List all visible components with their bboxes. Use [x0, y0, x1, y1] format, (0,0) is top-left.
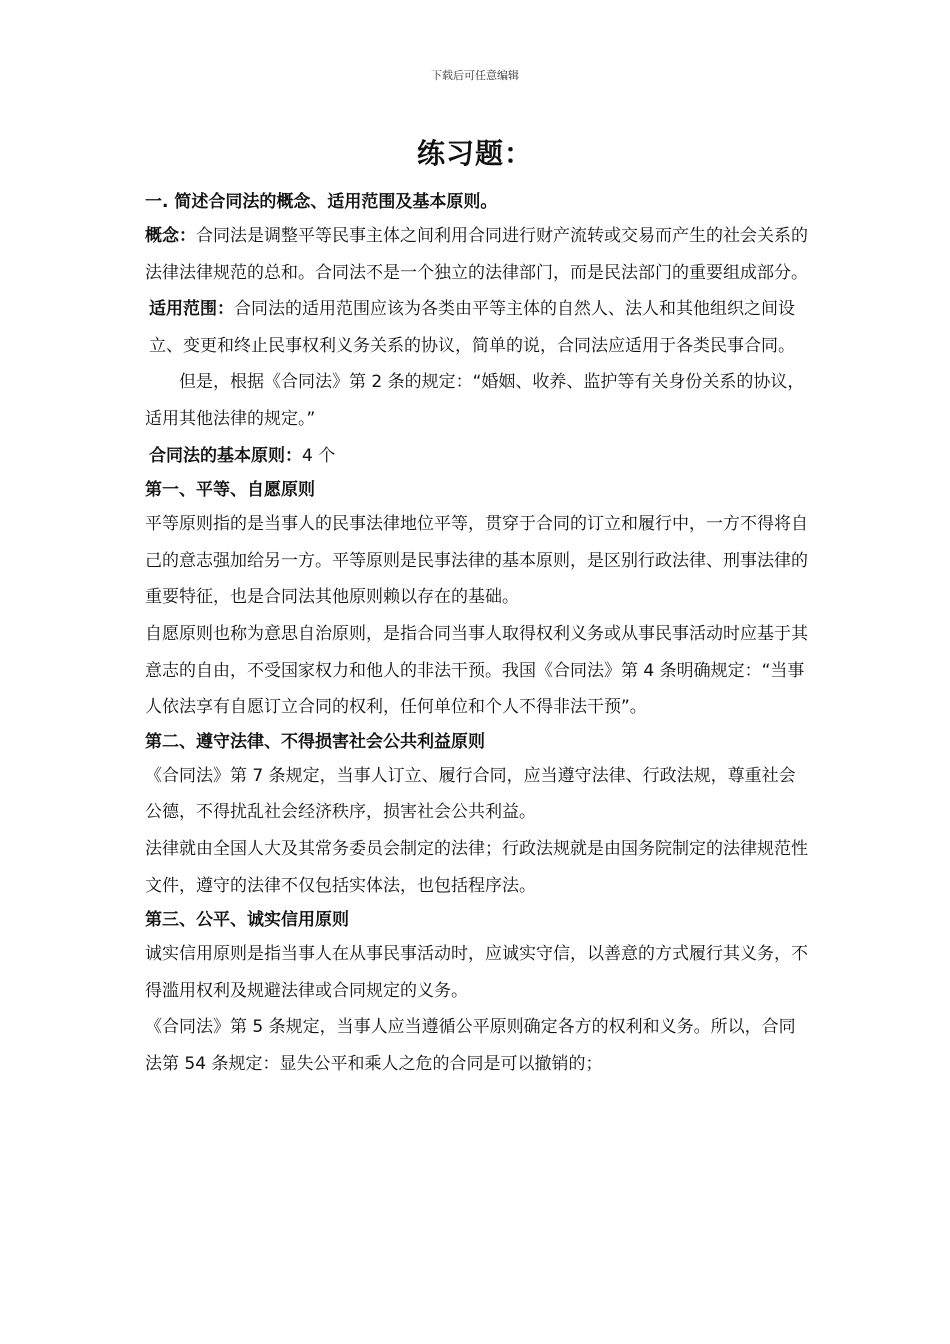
- concept-label: 概念：: [145, 226, 196, 246]
- principle-2-heading: 第二、遵守法律、不得损害社会公共利益原则: [145, 731, 485, 752]
- equality-paragraph: 平等原则指的是当事人的民事法律地位平等，贯穿于合同的订立和履行中，一方不得将自己的意志强加给另一方。平等原则是民事法律的基本原则，是区别行政法律、刑事法律的重要特征，也是合同法其他原则赖以存在的基础。: [145, 514, 808, 608]
- scope-paragraph: [145, 291, 810, 364]
- scope-text: 合同法的适用范围应该为各类由平等主体的自然人、法人和其他组织之间设立、变更和终止民事权利义务关系的协议，简单的说，合同法应适用于各类民事合同。: [149, 299, 795, 356]
- article-5-paragraph: 《合同法》第 5 条规定，当事人应当遵循公平原则确定各方的权利和义务。所以，合同法第 54 条规定：显失公平和乘人之危的合同是可以撤销的；: [145, 1017, 796, 1074]
- concept-paragraph: [145, 218, 810, 291]
- voluntary-paragraph: 自愿原则也称为意思自治原则，是指合同当事人取得权利义务或从事民事活动时应基于其意志的自由，不受国家权力和他人的非法干预。我国《合同法》第 4 条明确规定：“当事人依法享有自愿订立合同的权利，任何单位和个人不得非法干预”。: [145, 623, 808, 718]
- principles-paragraph: [145, 438, 810, 475]
- document-body: [145, 186, 810, 1082]
- good-faith-paragraph: 诚实信用原则是指当事人在从事民事活动时，应诚实守信，以善意的方式履行其义务，不得滥用权利及规避法律或合同规定的义务。: [145, 944, 808, 1001]
- scope-label: 适用范围：: [149, 299, 234, 320]
- principles-label: 合同法的基本原则：: [149, 445, 302, 466]
- principles-count: 4 个: [302, 445, 336, 466]
- scope-exception-paragraph: 但是，根据《合同法》第 2 条的规定：“婚姻、收养、监护等有关身份关系的协议，适用其他法律的规定。”: [145, 372, 805, 429]
- principle-1-heading: 第一、平等、自愿原则: [145, 480, 315, 501]
- law-definition-paragraph: 法律就由全国人大及其常务委员会制定的法律；行政法规就是由国务院制定的法律规范性文件，遵守的法律不仅包括实体法，也包括程序法。: [145, 838, 808, 896]
- concept-text: 合同法是调整平等民事主体之间利用合同进行财产流转或交易而产生的社会关系的法律法律规范的总和。合同法不是一个独立的法律部门，而是民法部门的重要组成部分。: [145, 226, 808, 283]
- article-7-paragraph: 《合同法》第 7 条规定，当事人订立、履行合同，应当遵守法律、行政法规，尊重社会公德，不得扰乱社会经济秩序，损害社会公共利益。: [145, 765, 796, 823]
- header-note: 下载后可任意编辑: [431, 69, 519, 82]
- principle-3-heading: 第三、公平、诚实信用原则: [145, 910, 349, 931]
- document-title: 练习题：: [416, 137, 533, 170]
- question-heading: 一. 简述合同法的概念、适用范围及基本原则。: [145, 192, 498, 212]
